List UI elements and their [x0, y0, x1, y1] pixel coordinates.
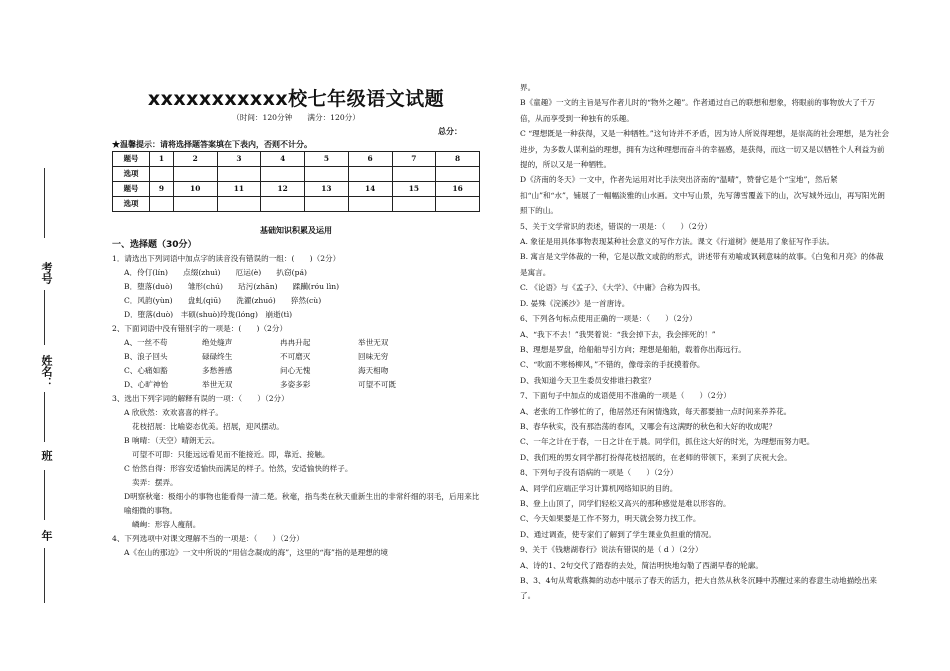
table-head: 选项 — [113, 167, 150, 182]
word: D、心旷神怡 — [124, 380, 169, 389]
answer-cell[interactable] — [217, 197, 261, 212]
word: 举世无双 — [202, 380, 233, 389]
option-4a: A《在山的那边》一文中所说的“用信念凝成的海”，这里的“海”指的是理想的境 — [124, 548, 389, 557]
question-5: 5、关于文学常识的表述，错误的一项是：（ ）（2分） — [520, 221, 712, 231]
answer-cell[interactable] — [305, 197, 349, 212]
option-1a: A．伶仃(lín) 点缀(zhuì) 厄运(è) 扒窃(pá) — [124, 268, 307, 277]
table-cell: 1 — [150, 152, 174, 167]
answer-table — [112, 151, 480, 212]
word: 多愁善感 — [202, 366, 233, 375]
option-9a: A、诗的1、2句交代了踏春的去处，简洁明快地勾勒了西湖早春的轮廓。 — [520, 560, 763, 570]
option-2b — [112, 350, 480, 364]
bottom-line — [44, 548, 45, 603]
answer-cell[interactable] — [217, 167, 261, 182]
table-cell: 5 — [305, 152, 349, 167]
word: 不可磨灭 — [280, 352, 311, 361]
ban-label: 班 — [40, 450, 53, 461]
word: 问心无愧 — [280, 366, 311, 375]
answer-cell[interactable] — [392, 197, 436, 212]
option-1b: B．堕落(duò) 雏形(chú) 玷污(zhān) 蹂躏(róu lìn) — [124, 282, 340, 291]
option-6c: C、“吹面不寒杨柳风，”不错的，像母亲的手抚摸着你。 — [520, 360, 705, 370]
table-cell: 10 — [173, 182, 217, 197]
total-score-label: 总分： — [438, 126, 462, 136]
option-4a-end: 界。 — [520, 83, 536, 92]
option-5b: B. 寓言是文学体裁的一种，它是以散文或韵的形式，讲述带有劝喻或讽刺意味的故事。《白兔和月亮》的体裁是寓言。 — [520, 252, 884, 277]
option-5c: C. 《论语》与《孟子》、《大学》、《中庸》合称为四书。 — [520, 283, 706, 293]
table-cell: 13 — [305, 182, 349, 197]
question-8: 8、下列句子没有语病的一项是（ ）（2分） — [520, 468, 678, 478]
kaohao-line — [44, 168, 45, 238]
table-cell: 9 — [150, 182, 174, 197]
option-3d-detail: 嶙峋：形容人瘦削。 — [132, 520, 201, 529]
word: 举世无双 — [358, 338, 389, 347]
word: B、浪子回头 — [124, 352, 168, 361]
section-title: 基础知识积累及运用 — [260, 226, 332, 235]
answer-cell[interactable] — [150, 197, 174, 212]
word: A、一丝不苟 — [124, 338, 168, 347]
question-1: 1．请选出下列词语中加点字的读音没有错误的一组：( )（2分） — [112, 254, 341, 263]
table-row — [113, 197, 480, 212]
page-title: xxxxxxxxxxx校七年级语文试题 — [147, 88, 445, 110]
option-1c: C．风韵(yùn) 盘虬(qiū) 洗濯(zhuó) 猝然(cù) — [124, 296, 322, 305]
option-8a: A、同学们应端正学习计算机网络知识的目的。 — [520, 483, 678, 493]
option-3c-detail: 卖弄：摆弄。 — [132, 478, 178, 487]
part-heading: 一、选择题（30分） — [112, 240, 197, 250]
table-head: 题号 — [113, 182, 150, 197]
option-2d — [112, 378, 480, 392]
question-7: 7、下面句子中加点的成语使用不准确的一项是（ ）（2分） — [520, 391, 731, 401]
ban-line — [44, 392, 45, 442]
question-3: 3、选出下列字词的解释有误的一项：（ ）（2分） — [112, 394, 289, 403]
option-6d: D、我知道今天卫生委员安排谁扫教室？ — [520, 375, 656, 385]
option-2c — [112, 364, 480, 378]
word: C、心痛如豁 — [124, 366, 168, 375]
option-3a: A 欣欣然：欢欢喜喜的样子。 — [124, 408, 224, 417]
question-6: 6、下列各句标点使用正确的一项是：（ ）（2分） — [520, 314, 697, 324]
table-cell: 15 — [392, 182, 436, 197]
answer-cell[interactable] — [150, 167, 174, 182]
option-4d: D《济南的冬天》一文中，作者先运用对比手法突出济南的“温晴”，赞誉它是个“宝地”，然后紧扣“山”和“水”，铺展了一幅幅淡雅的山水画。文中写山景，先写薄雪覆盖下的山，次写城外远山，再写阳光朗照下的山。 — [520, 175, 885, 216]
table-cell: 7 — [392, 152, 436, 167]
option-7a: A、老张的工作够忙的了，他居然还有闲情逸致，每天都要抽一点时间来养养花。 — [520, 406, 792, 416]
option-3b: B 响晴：（天空）晴朗无云。 — [124, 436, 220, 445]
table-row — [113, 167, 480, 182]
option-7b: B、春华秋实，没有那浩荡的春风，又哪会有这满野的秋色和大好的收成呢？ — [520, 421, 777, 431]
word: 冉冉升起 — [280, 338, 311, 347]
option-8c: C、今天如果要是工作不努力，明天就会努力找工作。 — [520, 514, 701, 524]
option-3a-detail: 花枝招展：比喻姿态优美。招展，迎风摆动。 — [132, 422, 284, 431]
table-cell: 6 — [348, 152, 392, 167]
table-cell: 3 — [217, 152, 261, 167]
option-7c: C、一年之计在于春，一日之计在于晨。同学们，抓住这大好的时光，为理想而努力吧。 — [520, 437, 815, 447]
answer-cell[interactable] — [392, 167, 436, 182]
table-cell: 11 — [217, 182, 261, 197]
binding-margin — [0, 0, 108, 671]
option-7d: D、我们班的男女同学都打扮得花枝招展的，在老师的带领下，来到了庆祝大会。 — [520, 452, 792, 462]
word: 绝处缝声 — [202, 338, 233, 347]
option-3d: D明察秋毫：极细小的事物也能看得一清二楚。秋毫，指鸟类在秋天重新生出的非常纤细的羽毛，后用来比喻细微的事物。 — [124, 492, 480, 515]
option-8b: B、登上山顶了，同学们轻松又高兴的那种感觉是难以形容的。 — [520, 498, 731, 508]
option-1d: D．堕落(duò) 丰硕(shuò)玲珑(lóng) 崩逝(tì) — [124, 310, 293, 319]
question-2: 2、下面词语中没有错别字的一项是：( )（2分） — [112, 324, 288, 333]
table-cell: 16 — [436, 182, 480, 197]
answer-cell[interactable] — [348, 197, 392, 212]
nian-line — [44, 470, 45, 520]
option-3c: C 怡然自得：形容安适愉快而满足的样子。怡然，安适愉快的样子。 — [124, 464, 353, 473]
table-row — [113, 182, 480, 197]
option-9b: B、3、4句从莺歌燕舞的动态中展示了春天的活力，把大自然从秋冬沉睡中苏醒过来的春意生动地描绘出来了。 — [520, 576, 877, 601]
word: 海天相吻 — [358, 366, 389, 375]
option-3b-detail: 可望不可即：只能远远看见而不能接近。即，靠近、接触。 — [132, 450, 330, 459]
table-cell: 14 — [348, 182, 392, 197]
option-5a: A. 象征是用具体事物表现某种社会意义的写作方法。课文《行道树》便是用了象征写作手法。 — [520, 237, 835, 247]
word: 可望不可既 — [358, 380, 396, 389]
nian-label: 年 — [40, 530, 53, 541]
answer-cell[interactable] — [305, 167, 349, 182]
table-head: 选项 — [113, 197, 150, 212]
xingming-label: 姓名： — [40, 355, 53, 388]
table-row — [113, 152, 480, 167]
right-column — [520, 80, 890, 604]
table-cell: 8 — [436, 152, 480, 167]
answer-cell[interactable] — [348, 167, 392, 182]
table-head: 题号 — [113, 152, 150, 167]
left-column — [112, 80, 480, 560]
answer-cell[interactable] — [436, 197, 480, 212]
question-9: 9、关于《钱塘湖春行》说法有错误的是（ d ）（2分） — [520, 545, 703, 555]
option-8d: D、通过调查，使专家们了解到了学生课业负担重的情况。 — [520, 529, 716, 539]
answer-cell[interactable] — [261, 167, 305, 182]
tip-text: ★温馨提示：请将选择题答案填在下表内，否则不计分。 — [112, 139, 312, 149]
option-5d: D. 晏殊《浣溪沙》是一首唐诗。 — [520, 298, 630, 308]
option-6b: B、理想是罗盘，给船舶导引方向；理想是船舶，载着你出海远行。 — [520, 344, 746, 354]
option-6a: A、“我下不去！”我哭着说：“我会掉下去，我会摔死的！” — [520, 329, 716, 339]
option-4b: B《童趣》一文的主旨是写作者儿时的“物外之趣”。作者通过自己的联想和想象，将眼前的事物放大了千万倍，从而享受到一种独有的乐趣。 — [520, 98, 876, 123]
answer-cell[interactable] — [173, 167, 217, 182]
option-2a — [112, 336, 480, 350]
word: 回味无穷 — [358, 352, 389, 361]
answer-cell[interactable] — [436, 167, 480, 182]
word: 多姿多彩 — [280, 380, 311, 389]
table-cell: 12 — [261, 182, 305, 197]
answer-cell[interactable] — [261, 197, 305, 212]
table-cell: 4 — [261, 152, 305, 167]
xingming-line — [44, 290, 45, 345]
answer-cell[interactable] — [173, 197, 217, 212]
table-cell: 2 — [173, 152, 217, 167]
word: 碌碌终生 — [202, 352, 233, 361]
option-4c: C “理想既是一种获得，又是一种牺牲。”这句诗并不矛盾，因为诗人所说得理想，是崇高的社会理想，是为社会进步，为多数人谋利益的理想，拥有为这种理想而奋斗的幸福感，是获得，而这一切又是以牺牲个人利益为前提的，所以又是一种牺牲。 — [520, 129, 890, 170]
question-4: 4、下列选项中对课文理解不当的一项是：（ ）（2分） — [112, 534, 304, 543]
exam-subtitle: （时间：120分钟 满分：120分） — [232, 113, 360, 122]
kaohao-label: 考号 — [40, 262, 53, 284]
